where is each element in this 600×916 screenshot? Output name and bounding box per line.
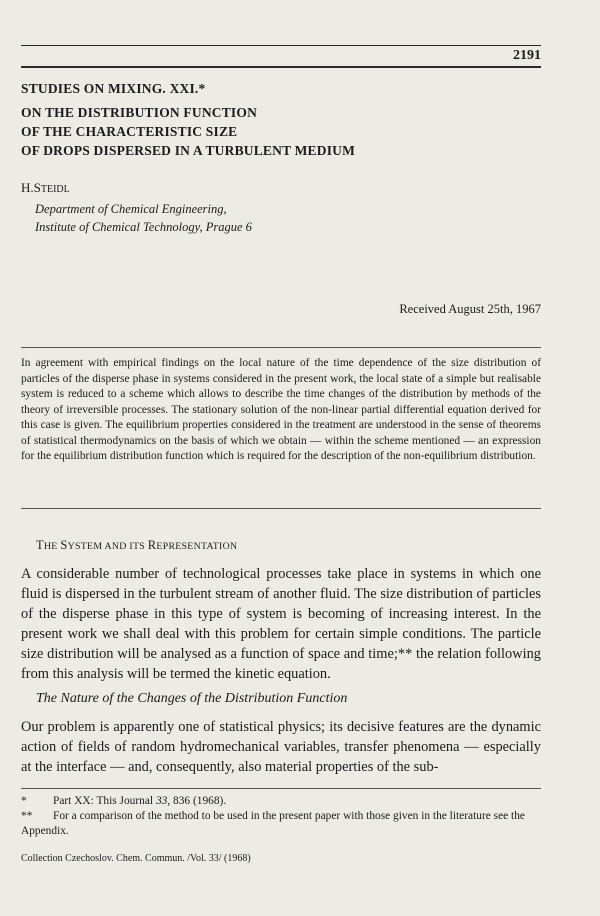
footnote-rule [21,788,541,789]
received-date: Received August 25th, 1967 [399,302,541,316]
footnote-volume: 33 [155,795,168,807]
footnote-text: Part XX: This Journal [53,795,156,807]
heading-cap: R [147,538,157,552]
footnote-mark: * [21,795,27,807]
article-title [21,103,355,160]
affiliation-line: Institute of Chemical Technology, Prague 6 [35,220,252,234]
page-number: 2191 [513,48,541,63]
heading-small: YSTEM AND ITS [67,541,148,552]
affiliation [35,200,252,236]
abstract: In agreement with empirical findings on the local nature of the time dependence of the size distribution of particles of the disperse phase in systems considered in the present work, the local state of a simple but realisable system is reduced to a scheme which allows to describe the time changes of the distribution by methods of the theory of irreversible processes. The stationary solution of the non-linear partial differential equation derived for this case is given. The equilibrium properties considered in the treatment are understood in the sense of theorems of statistical thermodynamics on the basis of which we obtain — within the scheme mentioned — an expression for the equilibrium distribution function which is required for the description of the non-equilibrium distribution. [21,357,541,462]
footnote-text: , 836 (1968). [167,795,227,807]
abstract-bottom-rule [21,508,541,509]
affiliation-line: Department of Chemical Engineering, [35,202,227,216]
heading-small: EPRESENTATION [156,541,238,552]
section-heading [36,538,237,553]
subsection-paragraph: Our problem is apparently one of statistical physics; its decisive features are the dynamic action of fields of random hydromechanical variables, transfer phenomena — especially at the interface — and, consequently, also material properties of the sub- [21,719,541,775]
heading-small: HE [43,541,61,552]
footnote-text: For a comparison of the method to be used in the present paper with those given in the literature see the Appendix. [21,810,525,837]
author-surname: TEIDL [40,184,70,195]
heading-cap: T [36,538,44,552]
author [21,180,70,196]
footnote-mark: ** [21,810,33,822]
footnote-1 [21,794,541,809]
title-line: OF DROPS DISPERSED IN A TURBULENT MEDIUM [21,143,356,158]
subsection-heading: The Nature of the Changes of the Distribution Function [36,691,348,706]
title-line: ON THE DISTRIBUTION FUNCTION [21,105,258,120]
title-line: OF THE CHARACTERISTIC SIZE [21,124,238,139]
heading-cap: S [60,538,68,552]
top-rule [21,45,541,46]
series-title: STUDIES ON MIXING. XXI.* [21,81,206,96]
section-paragraph: A considerable number of technological processes take place in systems in which one fluid is dispersed in the turbulent stream of another fluid. The size distribution of particles of the disperse phase in this type of system is becoming of increasing interest. In the present work we shall deal with this problem for certain simple conditions. The particle size distribution will be analysed as a function of space and time;** the relation following from this analysis will be termed the kinetic equation. [21,566,541,682]
abstract-top-rule [21,347,541,348]
footnote-2 [21,809,541,839]
journal-citation: Collection Czechoslov. Chem. Commun. /Vol. 33/ (1968) [21,853,251,864]
header-rule [21,66,541,68]
author-initial: H.S [21,180,41,195]
